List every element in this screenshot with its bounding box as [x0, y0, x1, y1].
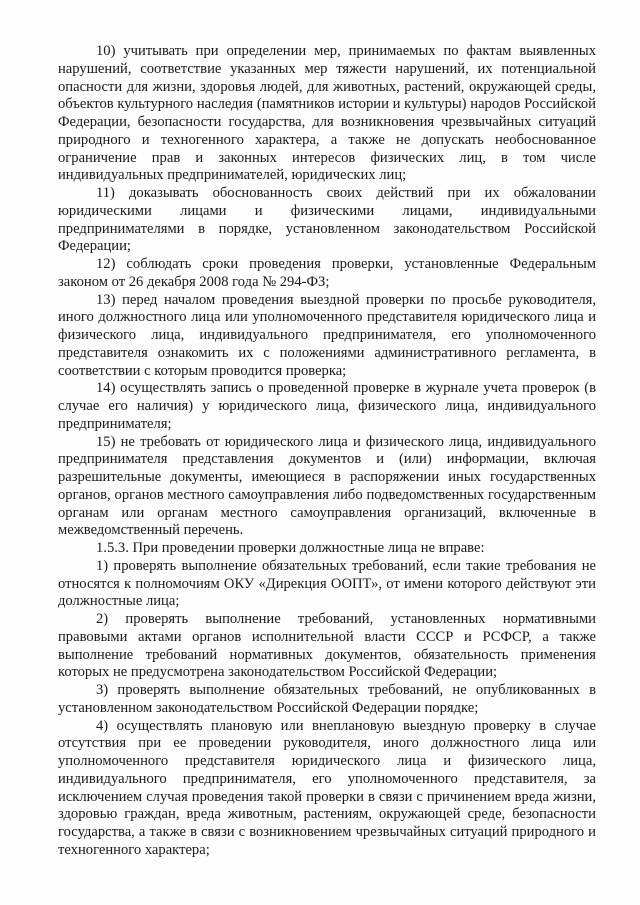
section-heading-1-5-3: 1.5.3. При проведении проверки должностные лица не вправе: — [96, 540, 485, 556]
paragraph-item-12: 12) соблюдать сроки проведения проверки, установленные Федеральным законом от 26 декабря 2008 года № 294-ФЗ; — [58, 256, 596, 290]
paragraph-item-13: 13) перед началом проведения выездной проверки по просьбе руководителя, иного должностного лица или уполномоченного представителя юридического лица и физического лица, индивидуального предпринимателя, его уполномоченного представителя ознакомить их с положениями административного регламента, в соответствии с которым проводится проверка; — [58, 291, 596, 379]
paragraph-item-10: 10) учитывать при определении мер, принимаемых по фактам выявленных нарушений, соответствие указанных мер тяжести нарушений, их потенциальной опасности для жизни, здоровья людей, для животных, растений, окружающей среды, объектов культурного наследия (памятников истории и культуры) народов Российской Федерации, безопасности государства, для возникновения чрезвычайных ситуаций природного и техногенного характера, а также не допускать необоснованное ограничение прав и законных интересов физических лиц, в том числе индивидуальных предпринимателей, юридических лиц; — [58, 43, 596, 184]
paragraph-item-11: 11) доказывать обоснованность своих действий при их обжаловании юридическими лицами и физическими лицами, индивидуальными предпринимателями в порядке, установленном законодательством Российской Федерации; — [58, 185, 596, 255]
prohibition-item-2: 2) проверять выполнение требований, установленных нормативными правовыми актами органов исполнительной власти СССР и РСФСР, а также выполнение требований нормативных документов, обязательность применения которых не предусмотрена законодательством Российской Федерации; — [58, 611, 596, 681]
document-body — [58, 43, 596, 860]
paragraph-item-15: 15) не требовать от юридического лица и физического лица, индивидуального предпринимателя представления документов и (или) информации, включая разрешительные документы, имеющиеся в распоряжении иных государственных органов, органов местного самоуправления либо подведомственных государственным органам или органам местного самоуправления организаций, включенные в межведомственный перечень. — [58, 433, 596, 539]
prohibition-item-3: 3) проверять выполнение обязательных требований, не опубликованных в установленном законодательством Российской Федерации порядке; — [58, 682, 596, 716]
prohibition-item-1: 1) проверять выполнение обязательных требований, если такие требования не относятся к полномочиям ОКУ «Дирекция ООПТ», от имени которого действуют эти должностные лица; — [58, 557, 596, 610]
prohibition-item-4: 4) осуществлять плановую или внеплановую выездную проверку в случае отсутствия при ее проведении руководителя, иного должностного лица или уполномоченного представителя юридического лица и физического лица, индивидуального предпринимателя, его уполномоченного представителя, за исключением случая проведения такой проверки в связи с причинением вреда жизни, здоровью граждан, вреда животным, растениям, окружающей среде, безопасности государства, а также в связи с возникновением чрезвычайных ситуаций природного и техногенного характера; — [58, 717, 596, 858]
paragraph-item-14: 14) осуществлять запись о проведенной проверке в журнале учета проверок (в случае его наличия) у юридического лица, физического лица, индивидуального предпринимателя; — [58, 380, 596, 432]
